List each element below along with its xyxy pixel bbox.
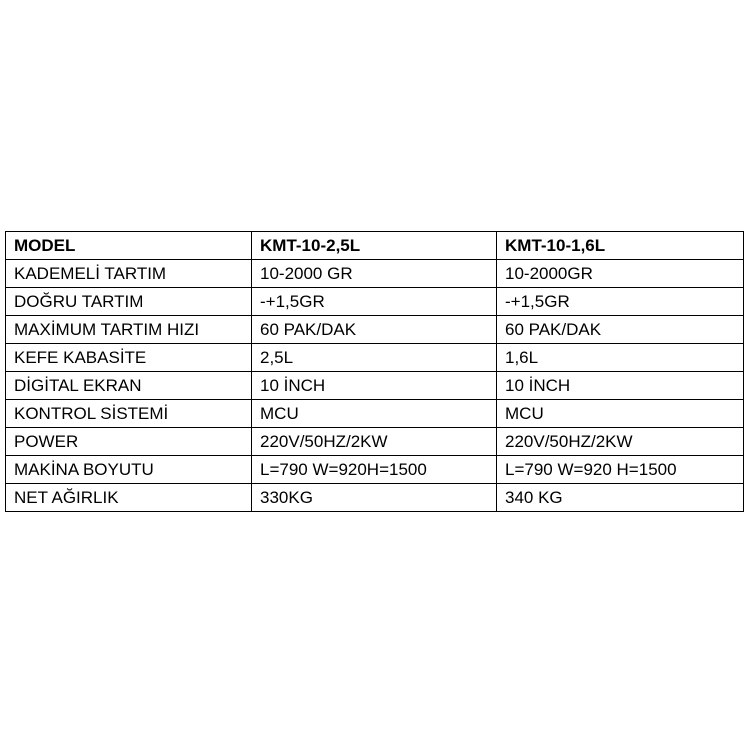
row-label-cell: DOĞRU TARTIM	[6, 288, 252, 316]
row-value-cell: 220V/50HZ/2KW	[497, 428, 744, 456]
table-row	[6, 288, 744, 316]
table-row	[6, 344, 744, 372]
row-value-cell: MCU	[252, 400, 497, 428]
row-label-cell: MAXİMUM TARTIM HIZI	[6, 316, 252, 344]
row-label-cell: KONTROL SİSTEMİ	[6, 400, 252, 428]
row-label-cell: KEFE KABASİTE	[6, 344, 252, 372]
header-cell-kmt-10-1-6l: KMT-10-1,6L	[497, 232, 744, 260]
table-row	[6, 428, 744, 456]
row-value-cell: -+1,5GR	[252, 288, 497, 316]
row-value-cell: 60 PAK/DAK	[252, 316, 497, 344]
table-header-row	[6, 232, 744, 260]
table-row	[6, 484, 744, 512]
row-value-cell: 10-2000 GR	[252, 260, 497, 288]
row-label-cell: DİGİTAL EKRAN	[6, 372, 252, 400]
row-value-cell: 10 İNCH	[252, 372, 497, 400]
row-value-cell: 330KG	[252, 484, 497, 512]
row-value-cell: 220V/50HZ/2KW	[252, 428, 497, 456]
table-row	[6, 316, 744, 344]
spec-table	[5, 231, 744, 512]
row-label-cell: KADEMELİ TARTIM	[6, 260, 252, 288]
row-value-cell: 2,5L	[252, 344, 497, 372]
table-row	[6, 400, 744, 428]
header-cell-kmt-10-2-5l: KMT-10-2,5L	[252, 232, 497, 260]
table-row	[6, 456, 744, 484]
header-cell-model: MODEL	[6, 232, 252, 260]
row-label-cell: MAKİNA BOYUTU	[6, 456, 252, 484]
row-value-cell: 10 İNCH	[497, 372, 744, 400]
row-value-cell: MCU	[497, 400, 744, 428]
row-value-cell: 340 KG	[497, 484, 744, 512]
row-value-cell: L=790 W=920H=1500	[252, 456, 497, 484]
table-row	[6, 260, 744, 288]
row-value-cell: -+1,5GR	[497, 288, 744, 316]
row-value-cell: 10-2000GR	[497, 260, 744, 288]
row-label-cell: NET AĞIRLIK	[6, 484, 252, 512]
row-label-cell: POWER	[6, 428, 252, 456]
row-value-cell: 1,6L	[497, 344, 744, 372]
row-value-cell: 60 PAK/DAK	[497, 316, 744, 344]
table-row	[6, 372, 744, 400]
row-value-cell: L=790 W=920 H=1500	[497, 456, 744, 484]
